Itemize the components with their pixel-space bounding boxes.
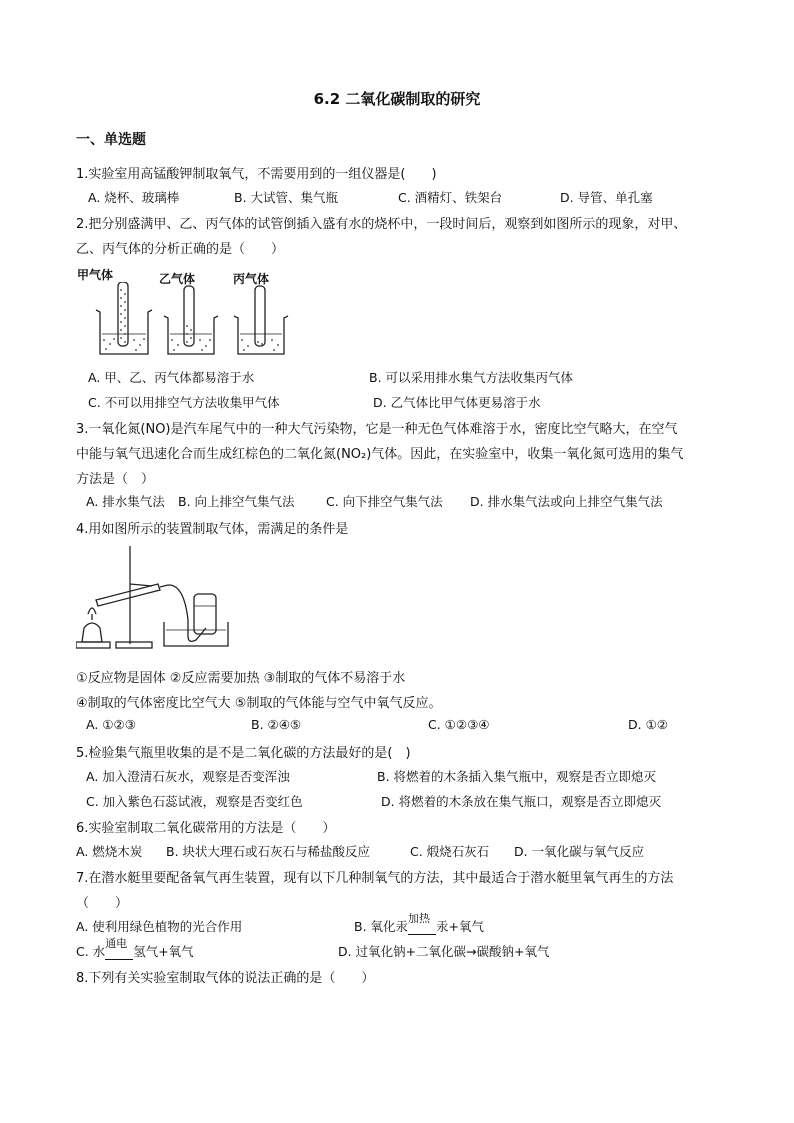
beaker-jia (96, 282, 152, 354)
question-1-option-d: D. 导管、单孔塞 (560, 190, 653, 205)
question-7-option-b-reactant: B. 氧化汞 (354, 919, 409, 934)
question-5-option-a: A. 加入澄清石灰水，观察是否变浑浊 (86, 769, 290, 784)
question-2-option-d: D. 乙气体比甲气体更易溶于水 (373, 395, 541, 410)
question-3-stem-line2: 中能与氧气迅速化合而生成红棕色的二氧化氮(NO₂)气体。因此，在实验室中，收集一氧化氮可选用的集气 (76, 447, 684, 462)
question-5-option-c: C. 加入紫色石蕊试液，观察是否变红色 (86, 794, 303, 809)
reaction-arrow (408, 912, 436, 935)
question-1-option-c: C. 酒精灯、铁架台 (398, 190, 503, 205)
condition-label: 通电 (105, 937, 128, 950)
question-7-stem-line1: 7.在潜水艇里要配备氧气再生装置，现有以下几种制氧气的方法，其中最适合于潜水艇里氧气再生的方法 (76, 871, 674, 886)
question-3-stem-line1: 3.一氧化氮(NO)是汽车尾气中的一种大气污染物，它是一种无色气体难溶于水，密度比空气略大，在空气 (76, 422, 678, 437)
question-6-option-d: D. 一氧化碳与氧气反应 (514, 844, 645, 859)
question-3-option-d: D. 排水集气法或向上排空气集气法 (470, 494, 663, 509)
question-5-option-d: D. 将燃着的木条放在集气瓶口，观察是否立即熄灭 (381, 794, 662, 809)
question-5-stem: 5.检验集气瓶里收集的是不是二氧化碳的方法最好的是( ) (76, 746, 411, 761)
question-6-option-a: A. 燃烧木炭 (76, 844, 143, 859)
question-3-option-a: A. 排水集气法 (86, 494, 165, 509)
question-4-option-a: A. ①②③ (86, 717, 136, 732)
question-6-stem: 6.实验室制取二氧化碳常用的方法是（ ） (76, 821, 336, 836)
question-4-stem: 4.用如图所示的装置制取气体，需满足的条件是 (76, 522, 349, 537)
question-3-option-b: B. 向上排空气集气法 (178, 494, 295, 509)
question-7-option-c-reactant: C. 水 (76, 944, 106, 959)
question-4-option-d: D. ①② (628, 717, 668, 732)
question-2-stem-line2: 乙、丙气体的分析正确的是（ ） (76, 242, 285, 257)
question-7-option-c-products: 氢气+氧气 (133, 944, 194, 959)
reaction-arrow (105, 937, 133, 960)
question-7-option-b (354, 912, 485, 935)
question-4-option-c: C. ①②③④ (428, 717, 490, 732)
condition-label: 加热 (408, 912, 431, 925)
question-1-stem: 1.实验室用高锰酸钾制取氧气，不需要用到的一组仪器是( ) (76, 167, 437, 182)
question-1-option-b: B. 大试管、集气瓶 (234, 190, 339, 205)
question-4-conditions-line1: ①反应物是固体 ②反应需要加热 ③制取的气体不易溶于水 (76, 671, 406, 686)
question-7-option-c (76, 937, 194, 960)
figure-label-jia: 甲气体 (77, 268, 114, 282)
beaker-yi (164, 286, 218, 354)
question-7-option-b-products: 汞+氧气 (436, 919, 485, 934)
question-6-option-b: B. 块状大理石或石灰石与稀盐酸反应 (166, 844, 371, 859)
question-1-option-a: A. 烧杯、玻璃棒 (88, 190, 180, 205)
question-5-option-b: B. 将燃着的木条插入集气瓶中，观察是否立即熄灭 (377, 769, 657, 784)
page-title: 6.2 二氧化碳制取的研究 (313, 90, 481, 108)
question-7-stem-line2: （ ） (76, 896, 129, 911)
question-8-stem: 8.下列有关实验室制取气体的说法正确的是（ ） (76, 971, 375, 986)
question-2-option-a: A. 甲、乙、丙气体都易溶于水 (88, 370, 255, 385)
gas-generation-apparatus-figure (76, 540, 236, 652)
question-7-option-a: A. 使利用绿色植物的光合作用 (76, 919, 243, 934)
figure-label-bing: 丙气体 (233, 272, 270, 286)
question-7-option-d: D. 过氧化钠+二氧化碳→碳酸钠+氧气 (338, 944, 550, 959)
question-4-option-b: B. ②④⑤ (251, 717, 302, 732)
figure-label-yi: 乙气体 (159, 272, 196, 286)
beaker-bing (234, 286, 288, 354)
question-2-stem-line1: 2.把分别盛满甲、乙、丙气体的试管倒插入盛有水的烧杯中，一段时间后，观察到如图所示的现象，对甲、 (76, 217, 687, 232)
section-heading: 一、单选题 (76, 132, 146, 148)
question-2-option-c: C. 不可以用排空气方法收集甲气体 (88, 395, 280, 410)
question-6-option-c: C. 煅烧石灰石 (410, 844, 490, 859)
question-2-option-b: B. 可以采用排水集气方法收集丙气体 (369, 370, 574, 385)
question-3-option-c: C. 向下排空气集气法 (326, 494, 443, 509)
question-4-conditions-line2: ④制取的气体密度比空气大 ⑤制取的气体能与空气中氧气反应。 (76, 696, 442, 711)
gas-tubes-figure (92, 282, 292, 358)
question-3-stem-line3: 方法是（ ） (76, 472, 155, 487)
